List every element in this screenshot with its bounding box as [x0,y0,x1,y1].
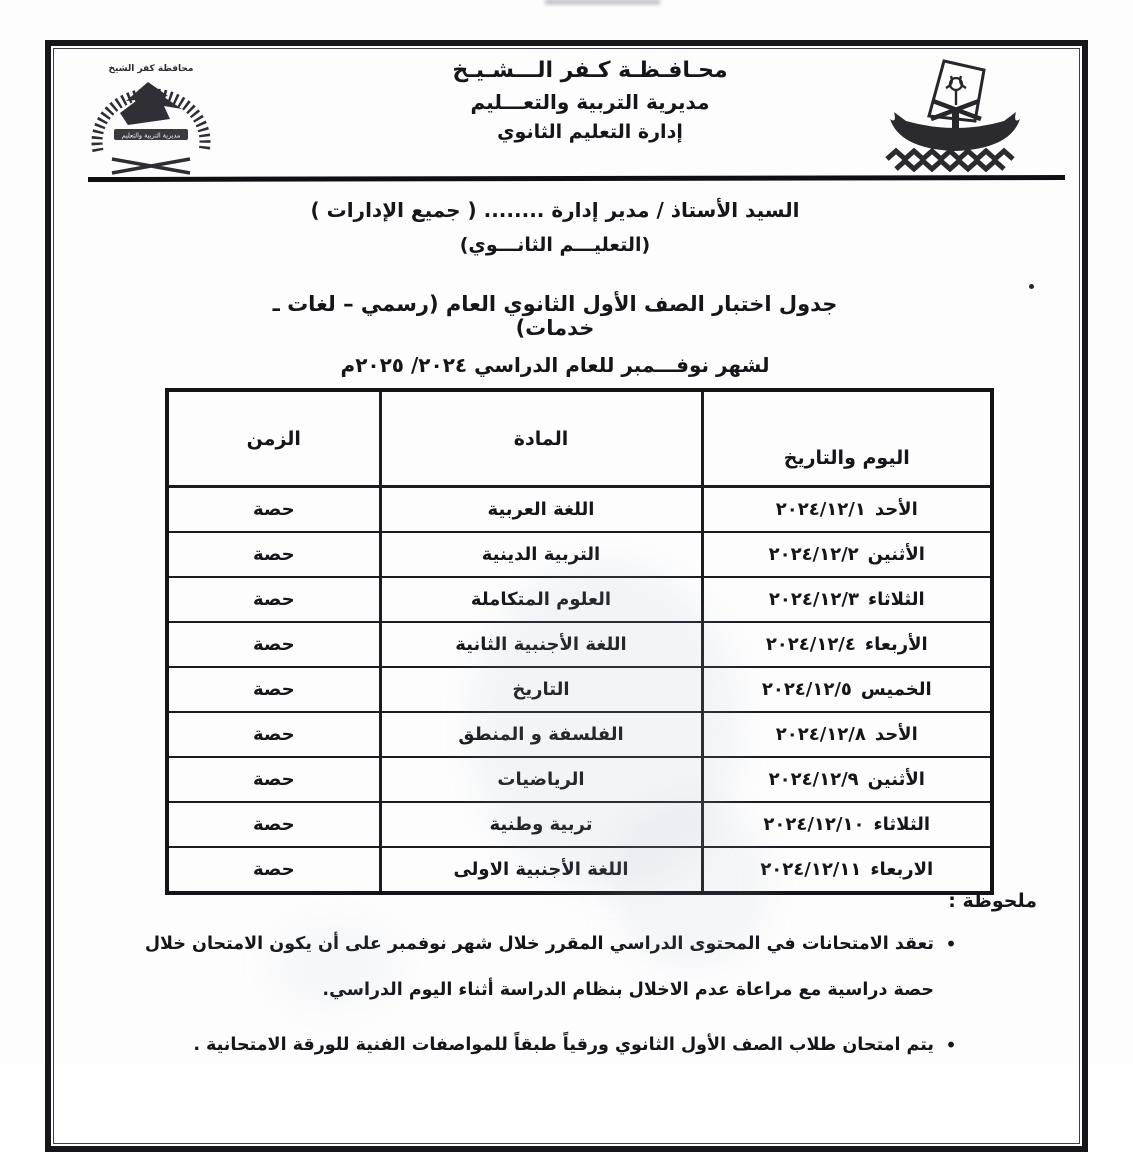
left-logo-arc-text: محافظة كفر الشيخ [108,64,194,74]
day-name: الأثنين [867,769,925,790]
exam-schedule-table [165,388,994,895]
title-line2: لشهر نوفـــمبر للعام الدراسي ٢٠٢٤/ ٢٠٢٥م [340,353,770,377]
left-logo-banner-text: مديرية التربية والتعليم [121,131,181,140]
day-date-cell [702,802,992,847]
schedule-row [167,622,992,667]
time-cell: حصة [167,487,380,533]
subject-cell: اللغة الأجنبية الاولى [380,847,702,893]
schedule-row [167,577,992,622]
subject-cell: اللغة الأجنبية الثانية [380,622,702,667]
waves-icon [887,151,1013,159]
exam-date: ٢٠٢٤/١٢/٨ [775,724,866,745]
time-cell: حصة [167,757,380,802]
day-date-cell [702,712,992,757]
column-header-day-date: اليوم والتاريخ [702,390,992,487]
org-governorate: محـافـظـة كـفر الـــشـيـخ [452,58,728,83]
addressee-subline: (التعليـــم الثانـــوي) [459,234,651,256]
addressee-block [265,198,845,256]
subject-cell: التربية الدينية [380,532,702,577]
subject-cell: التاريخ [380,667,702,712]
time-cell: حصة [167,847,380,893]
waves-icon [896,161,1004,169]
addressee-line: السيد الأستاذ / مدير إدارة ........ ( جميع الإدارات ) [310,198,800,222]
notes-list [108,921,968,1077]
day-date-cell [702,622,992,667]
scan-smudge-artifact [545,0,660,4]
bullet-icon: • [945,932,957,956]
schedule-row [167,757,992,802]
day-name: الثلاثاء [873,814,931,835]
time-cell: حصة [167,802,380,847]
subject-cell: العلوم المتكاملة [380,577,702,622]
note-text: يتم امتحان طلاب الصف الأول الثانوي ورقياً طبقاً للمواصفات الفنية للورقة الامتحانية . [193,1035,934,1055]
note-item [108,1022,968,1068]
day-date-cell [702,577,992,622]
exam-date: ٢٠٢٤/١٢/٢ [768,544,859,565]
schedule-row [167,802,992,847]
schedule-row [167,712,992,757]
exam-date: ٢٠٢٤/١٢/١ [775,499,866,520]
subject-cell: تربية وطنية [380,802,702,847]
day-date-cell [702,487,992,533]
time-cell: حصة [167,712,380,757]
day-date-cell [702,847,992,893]
day-name: الثلاثاء [867,589,925,610]
title-line1: جدول اختبار الصف الأول الثانوي العام (رسمي – لغات ـ خدمات) [272,292,838,340]
exam-date: ٢٠٢٤/١٢/١١ [760,859,862,880]
table-header-row [167,390,992,487]
schedule-row [167,847,992,893]
subject-cell: اللغة العربية [380,487,702,533]
day-name: الأثنين [867,544,925,565]
day-name: الأحد [874,724,918,745]
time-cell: حصة [167,532,380,577]
subject-cell: الرياضيات [380,757,702,802]
day-name: الأحد [874,499,918,520]
column-header-subject: المادة [380,390,702,487]
org-department: إدارة التعليم الثانوي [497,121,683,143]
exam-date: ٢٠٢٤/١٢/٥ [761,679,852,700]
schedule-row [167,667,992,712]
day-date-cell [702,532,992,577]
schedule-row [167,532,992,577]
day-date-cell [702,667,992,712]
note-label: ملحوظة : [948,890,1037,912]
column-header-time: الزمن [167,390,380,487]
time-cell: حصة [167,577,380,622]
crossed-branches-icon [112,159,190,173]
org-header-block [395,58,785,143]
exam-date: ٢٠٢٤/١٢/١٠ [763,814,865,835]
bullet-icon: • [945,1033,957,1057]
schedule-row [167,487,992,533]
day-name: الخميس [860,679,932,700]
time-cell: حصة [167,622,380,667]
education-directorate-logo [68,55,233,183]
time-cell: حصة [167,667,380,712]
kafr-elsheikh-governorate-logo [882,57,1032,172]
note-text: تعقد الامتحانات في المحتوى الدراسي المقرر خلال شهر نوفمبر على أن يكون الامتحان خلال حصة دراسية مع مراعاة عدم الاخلال بنظام الدراسة أثناء اليوم الدراسي. [144,934,934,1000]
subject-cell: الفلسفة و المنطق [380,712,702,757]
org-directorate: مديرية التربية والتعـــليم [470,90,710,114]
day-name: الاربعاء [870,859,934,880]
note-item [108,921,968,1013]
day-date-cell [702,757,992,802]
exam-date: ٢٠٢٤/١٢/٩ [768,769,859,790]
day-name: الأربعاء [864,634,928,655]
exam-date: ٢٠٢٤/١٢/٣ [768,589,859,610]
document-title [240,292,870,377]
exam-date: ٢٠٢٤/١٢/٤ [765,634,856,655]
